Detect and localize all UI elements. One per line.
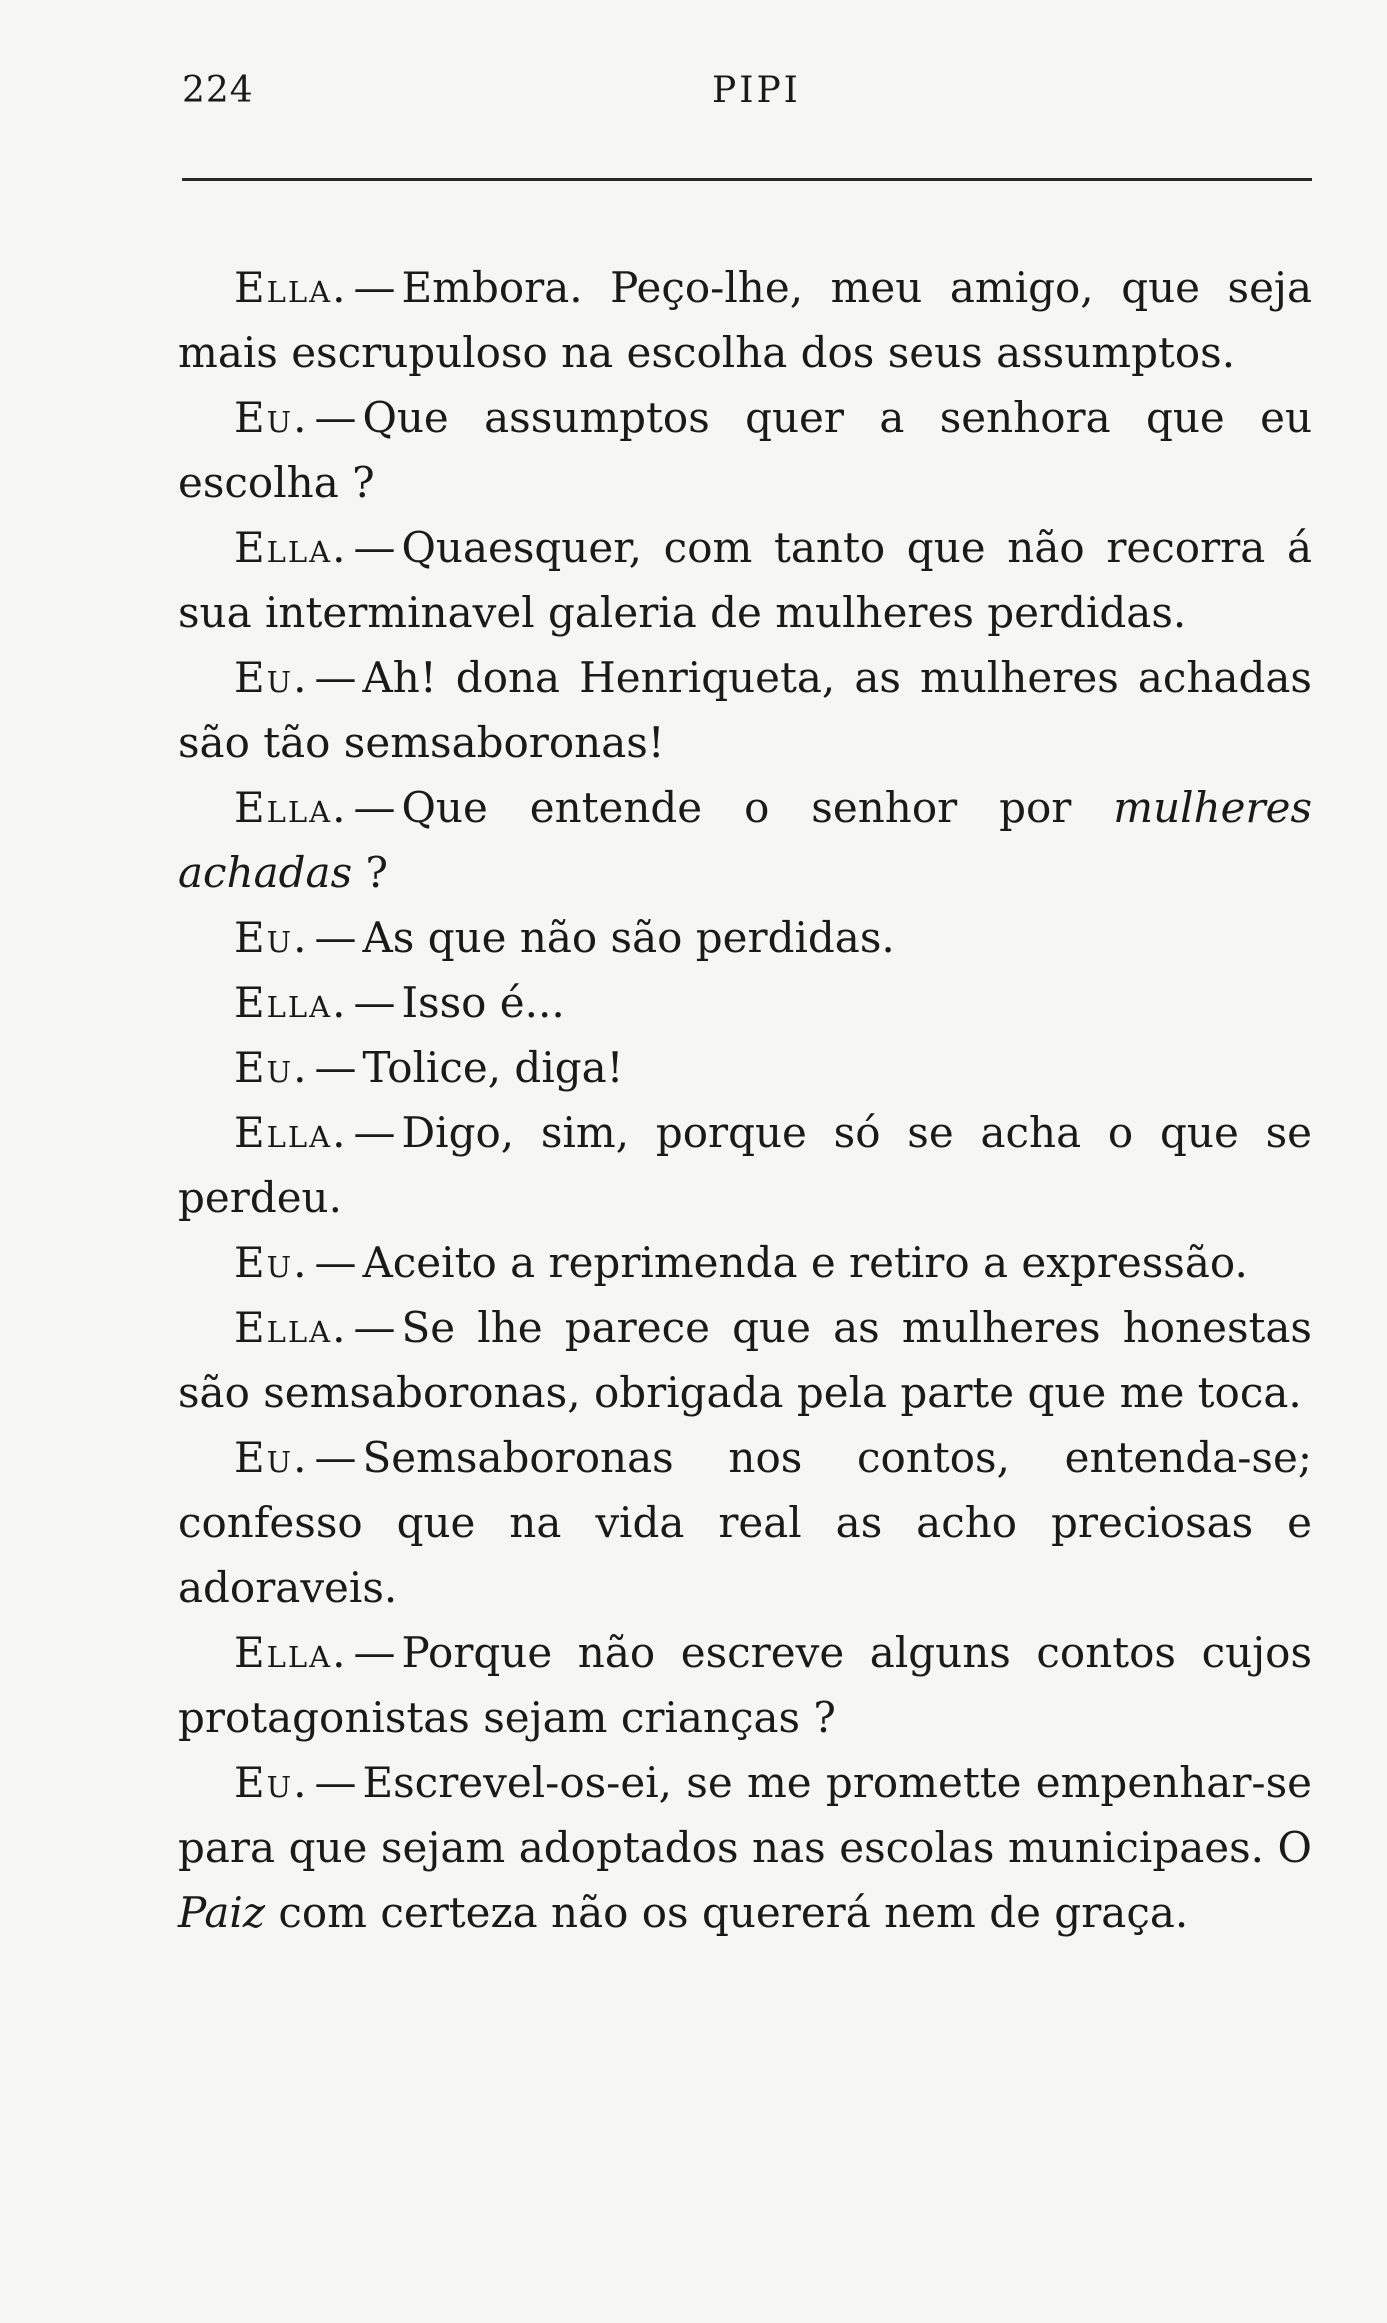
line-text: Escrevel-os-ei, se me promette empenhar-se para que sejam adoptados nas escolas municipaes. O xyxy=(178,1758,1312,1872)
line-text: Que entende o senhor por xyxy=(401,783,1114,832)
em-dash: — xyxy=(314,1758,357,1807)
speaker-label: Ella. xyxy=(234,263,348,312)
page-header xyxy=(182,70,1312,130)
line-text: As que não são perdidas. xyxy=(362,913,895,962)
running-title: PIPI xyxy=(712,70,801,111)
em-dash: — xyxy=(353,978,396,1027)
speaker-label: Eu. xyxy=(234,1758,309,1807)
em-dash: — xyxy=(353,523,396,572)
speaker-label: Eu. xyxy=(234,913,309,962)
dialogue-line xyxy=(178,1035,1312,1100)
speaker-label: Ella. xyxy=(234,978,348,1027)
em-dash: — xyxy=(314,653,357,702)
italic-phrase: Paiz xyxy=(178,1888,265,1937)
em-dash: — xyxy=(353,1303,396,1352)
line-text: Embora. Peço-lhe, meu amigo, que seja mais escrupuloso na escolha dos seus assumptos. xyxy=(178,263,1312,377)
line-text-end: ? xyxy=(352,848,389,897)
line-text: Tolice, diga! xyxy=(362,1043,624,1092)
dialogue-line xyxy=(178,905,1312,970)
line-text: Que assumptos quer a senhora que eu escolha ? xyxy=(178,393,1312,507)
speaker-label: Eu. xyxy=(234,1238,309,1287)
em-dash: — xyxy=(314,1238,357,1287)
em-dash: — xyxy=(314,1043,357,1092)
dialogue-line xyxy=(178,1620,1312,1750)
em-dash: — xyxy=(353,783,396,832)
speaker-label: Eu. xyxy=(234,653,309,702)
dialogue-line xyxy=(178,385,1312,515)
em-dash: — xyxy=(353,1108,396,1157)
dialogue-line xyxy=(178,515,1312,645)
dialogue-line xyxy=(178,970,1312,1035)
dialogue-line xyxy=(178,1425,1312,1620)
em-dash: — xyxy=(353,1628,396,1677)
dialogue-line xyxy=(178,1100,1312,1230)
dialogue-line xyxy=(178,255,1312,385)
speaker-label: Ella. xyxy=(234,1303,348,1352)
speaker-label: Ella. xyxy=(234,783,348,832)
speaker-label: Eu. xyxy=(234,1433,309,1482)
speaker-label: Eu. xyxy=(234,393,309,442)
line-text: Digo, sim, porque só se acha o que se perdeu. xyxy=(178,1108,1312,1222)
dialogue-line xyxy=(178,1295,1312,1425)
page-body xyxy=(178,255,1312,1945)
speaker-label: Eu. xyxy=(234,1043,309,1092)
line-text: Porque não escreve alguns contos cujos protagonistas sejam crianças ? xyxy=(178,1628,1312,1742)
italic-phrase: mulheres achadas xyxy=(178,783,1312,897)
line-text: Quaesquer, com tanto que não recorra á sua interminavel galeria de mulheres perdidas. xyxy=(178,523,1312,637)
dialogue-line xyxy=(178,645,1312,775)
speaker-label: Ella. xyxy=(234,523,348,572)
line-text-end: com certeza não os quererá nem de graça. xyxy=(264,1888,1189,1937)
header-rule xyxy=(182,178,1312,181)
speaker-label: Ella. xyxy=(234,1628,348,1677)
dialogue-line xyxy=(178,775,1312,905)
em-dash: — xyxy=(314,1433,357,1482)
line-text: Semsaboronas nos contos, entenda-se; confesso que na vida real as acho preciosas e adoraveis. xyxy=(178,1433,1312,1612)
dialogue-line xyxy=(178,1230,1312,1295)
em-dash: — xyxy=(314,393,357,442)
em-dash: — xyxy=(353,263,396,312)
line-text: Aceito a reprimenda e retiro a expressão. xyxy=(362,1238,1248,1287)
dialogue-line xyxy=(178,1750,1312,1945)
line-text: Isso é... xyxy=(401,978,565,1027)
em-dash: — xyxy=(314,913,357,962)
line-text: Se lhe parece que as mulheres honestas são semsaboronas, obrigada pela parte que me toca. xyxy=(178,1303,1312,1417)
line-text: Ah! dona Henriqueta, as mulheres achadas são tão semsaboronas! xyxy=(178,653,1312,767)
page-number: 224 xyxy=(182,70,254,111)
speaker-label: Ella. xyxy=(234,1108,348,1157)
